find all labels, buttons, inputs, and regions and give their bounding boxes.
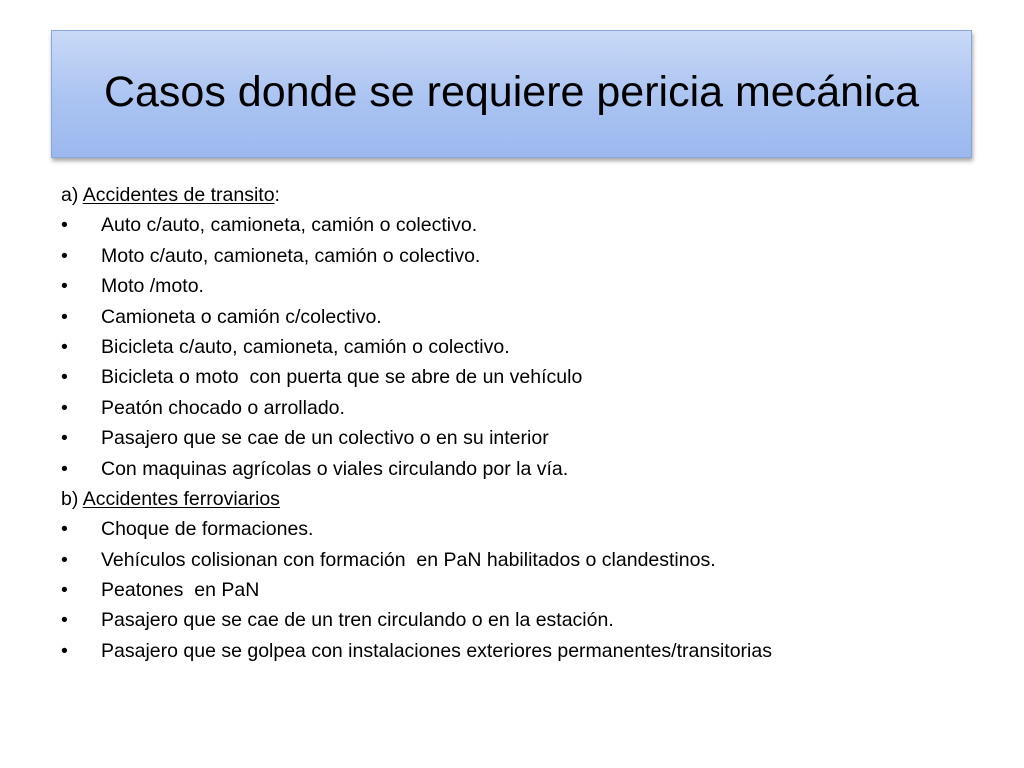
list-item	[61, 605, 961, 635]
list-item	[61, 332, 961, 362]
section-a-suffix: :	[274, 184, 280, 206]
list-item-text: Vehículos colisionan con formación en PaN habilitados o clandestinos.	[101, 548, 716, 571]
list-item	[61, 545, 961, 575]
list-item-text: Auto c/auto, camioneta, camión o colectivo.	[101, 214, 478, 237]
slide-title: Casos donde se requiere pericia mecánica	[103, 67, 920, 116]
title-box	[51, 30, 972, 158]
bullet-icon: •	[61, 275, 68, 298]
section-a-heading	[61, 180, 961, 210]
bullet-icon: •	[61, 244, 68, 267]
list-item-text: Moto /moto.	[101, 275, 204, 298]
bullet-icon: •	[61, 609, 68, 632]
list-item-text: Bicicleta o moto con puerta que se abre de un vehículo	[101, 366, 583, 389]
list-item-text: Pasajero que se cae de un tren circulando o en la estación.	[101, 609, 614, 632]
list-item-text: Peatón chocado o arrollado.	[101, 396, 345, 419]
list-item	[61, 271, 961, 301]
bullet-icon: •	[61, 396, 68, 419]
list-item	[61, 241, 961, 271]
list-item	[61, 636, 961, 666]
list-item	[61, 423, 961, 453]
bullet-icon: •	[61, 214, 68, 237]
section-b-prefix: b)	[61, 487, 83, 510]
bullet-icon: •	[61, 457, 68, 480]
section-b-heading	[61, 484, 961, 514]
bullet-icon: •	[61, 427, 68, 450]
list-item	[61, 575, 961, 605]
list-item	[61, 454, 961, 484]
bullet-icon: •	[61, 335, 68, 358]
bullet-icon: •	[61, 639, 68, 662]
section-a-prefix: a)	[61, 184, 83, 206]
section-a-label: Accidentes de transito	[82, 184, 275, 206]
content-body	[61, 180, 961, 666]
list-item-text: Bicicleta c/auto, camioneta, camión o colectivo.	[101, 335, 510, 358]
bullet-icon: •	[61, 305, 68, 328]
list-item	[61, 210, 961, 240]
list-item-text: Peatones en PaN	[101, 579, 260, 602]
list-item	[61, 362, 961, 392]
list-item-text: Con maquinas agrícolas o viales circulando por la vía.	[101, 457, 569, 480]
list-item-text: Moto c/auto, camioneta, camión o colectivo.	[101, 244, 481, 267]
list-item-text: Choque de formaciones.	[101, 518, 314, 541]
bullet-icon: •	[61, 579, 68, 602]
list-item	[61, 393, 961, 423]
list-item-text: Pasajero que se golpea con instalaciones exteriores permanentes/transitorias	[101, 639, 772, 662]
bullet-icon: •	[61, 548, 68, 571]
list-item	[61, 514, 961, 544]
list-item	[61, 302, 961, 332]
section-b-label: Accidentes ferroviarios	[82, 487, 280, 510]
bullet-icon: •	[61, 366, 68, 389]
list-item-text: Camioneta o camión c/colectivo.	[101, 305, 382, 328]
bullet-icon: •	[61, 518, 68, 541]
list-item-text: Pasajero que se cae de un colectivo o en su interior	[101, 427, 549, 450]
